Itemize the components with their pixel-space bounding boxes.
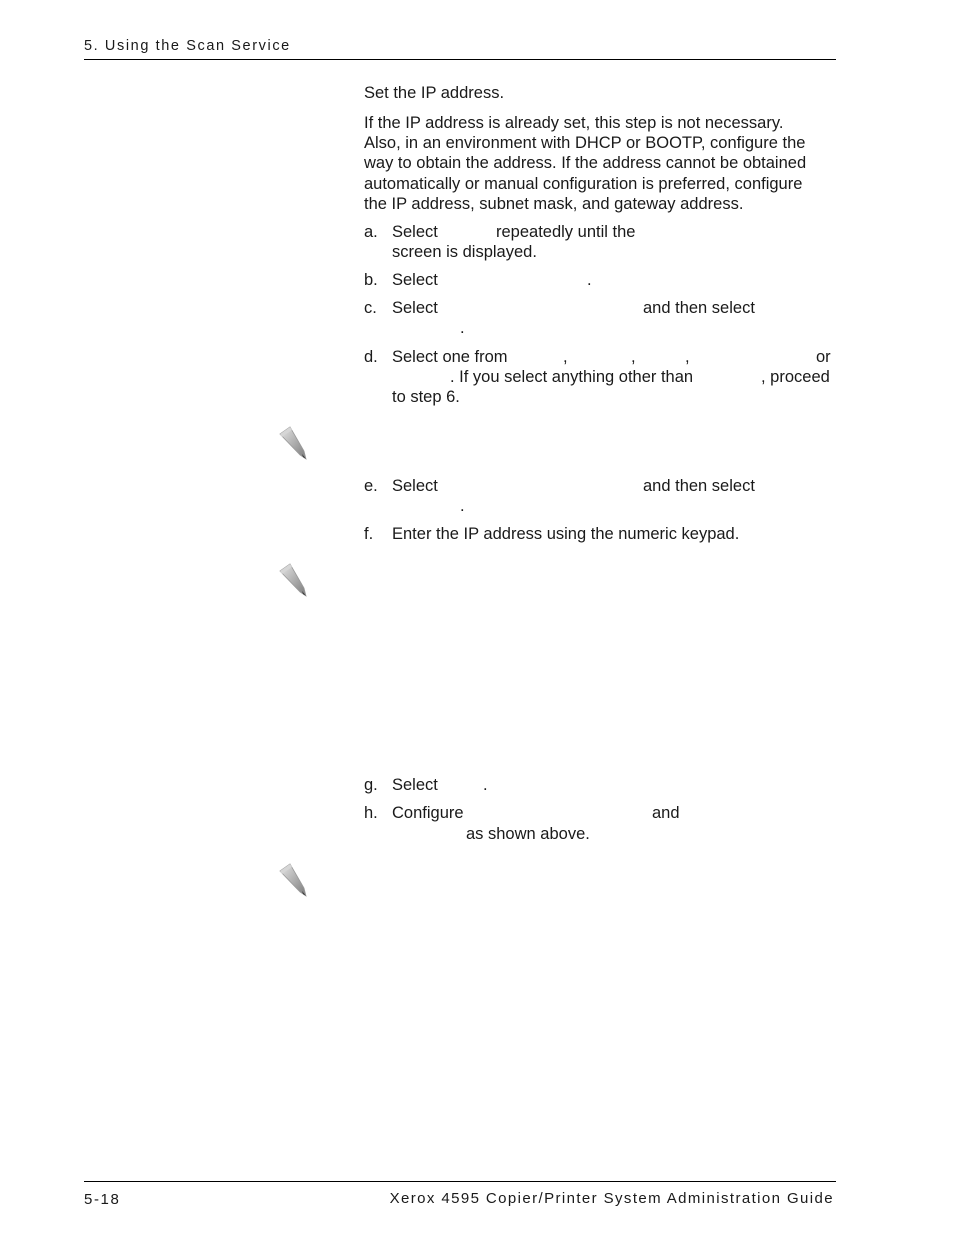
substep-text: screen is displayed.	[392, 243, 537, 261]
substep-text: ,	[631, 348, 636, 366]
note-pencil-icon	[276, 861, 310, 899]
step-lead: Set the IP address.	[364, 84, 505, 102]
substep-text: and then select	[643, 477, 755, 495]
substep-text: .	[460, 319, 465, 337]
substep-text: ,	[563, 348, 568, 366]
substep-text: Select	[392, 223, 438, 241]
substep-label: b.	[364, 271, 378, 289]
substep-text: Select	[392, 477, 438, 495]
substep-text: .	[460, 497, 465, 515]
substep-text: .	[483, 776, 488, 794]
substep-label: c.	[364, 299, 377, 317]
substep-text: or	[816, 348, 831, 366]
substep-label: e.	[364, 477, 378, 495]
substep-text: Select	[392, 299, 438, 317]
substep-label: f.	[364, 525, 374, 543]
substep-label: d.	[364, 348, 378, 366]
paragraph-line: way to obtain the address. If the address cannot be obtained	[364, 154, 807, 172]
paragraph-line: If the IP address is already set, this step is not necessary.	[364, 114, 784, 132]
page-number: 5-18	[84, 1191, 121, 1208]
substep-text: to step 6.	[392, 388, 460, 406]
substep-text: Select	[392, 776, 438, 794]
substep-text: , proceed	[761, 368, 830, 386]
substep-text: . If you select anything other than	[450, 368, 694, 386]
substep-text: as shown above.	[466, 825, 590, 843]
substep-text: .	[587, 271, 592, 289]
footer-rule	[84, 1181, 836, 1182]
paragraph-line: Also, in an environment with DHCP or BOOTP, configure the	[364, 134, 806, 152]
substep-label: h.	[364, 804, 378, 822]
substep-text: Enter the IP address using the numeric keypad.	[392, 525, 740, 543]
paragraph-line: automatically or manual configuration is preferred, configure	[364, 175, 803, 193]
substep-label: a.	[364, 223, 378, 241]
note-pencil-icon	[276, 424, 310, 462]
header-rule	[84, 59, 836, 60]
substep-text: Configure	[392, 804, 464, 822]
substep-text: and	[652, 804, 680, 822]
substep-text: repeatedly until the	[496, 223, 636, 241]
substep-text: ,	[685, 348, 690, 366]
paragraph-line: the IP address, subnet mask, and gateway address.	[364, 195, 744, 213]
section-title: 5. Using the Scan Service	[84, 38, 291, 54]
note-pencil-icon	[276, 561, 310, 599]
substep-text: and then select	[643, 299, 755, 317]
substep-label: g.	[364, 776, 378, 794]
substep-text: Select one from	[392, 348, 508, 366]
substep-text: Select	[392, 271, 438, 289]
guide-title: Xerox 4595 Copier/Printer System Administration Guide	[389, 1190, 834, 1207]
